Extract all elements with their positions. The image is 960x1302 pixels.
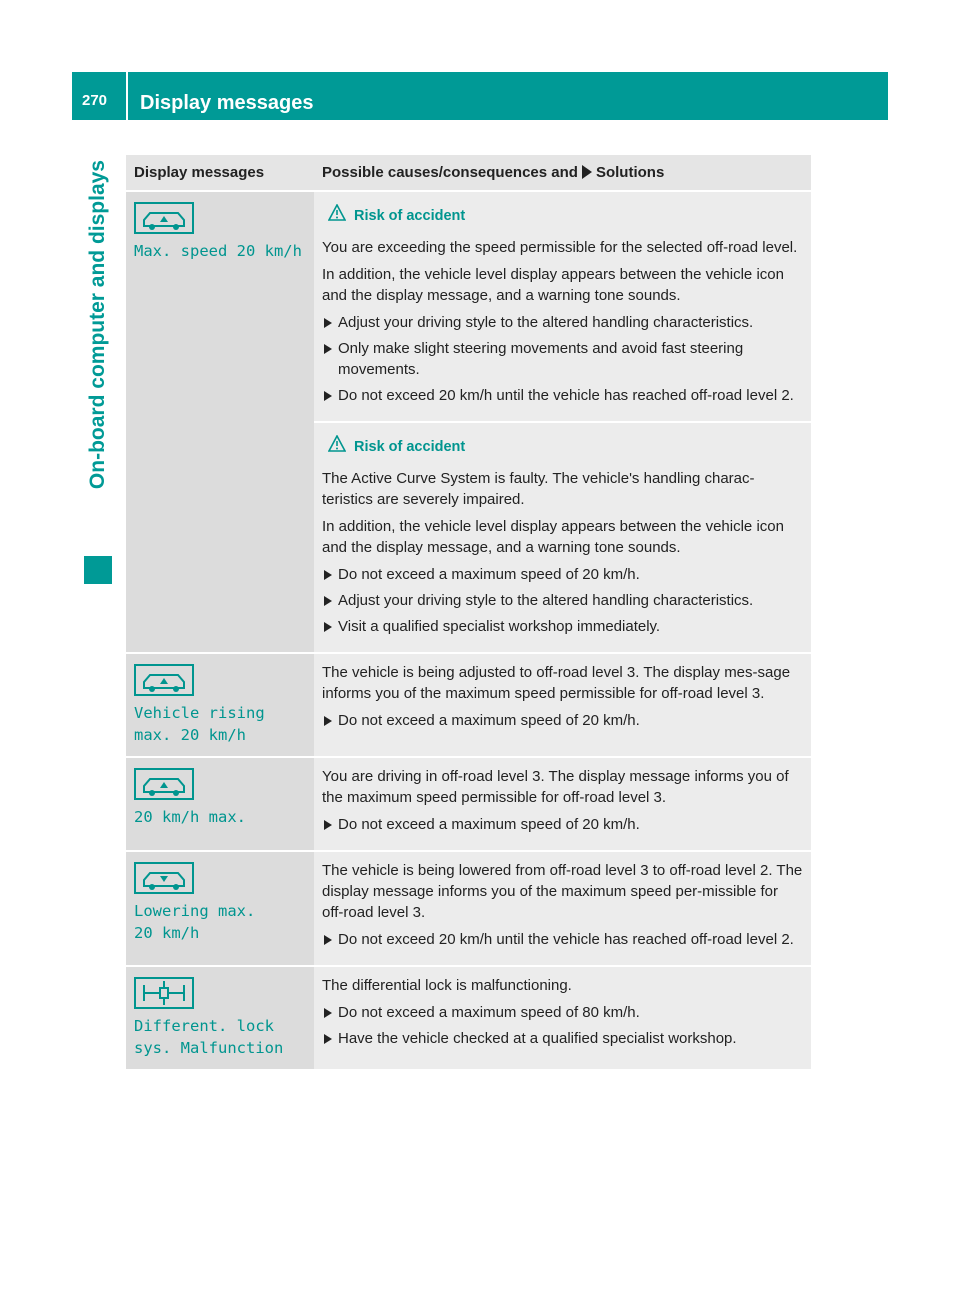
message-cell [126, 757, 314, 851]
column-header-messages: Display messages [126, 155, 314, 191]
table-row [126, 966, 811, 1070]
message-cell [126, 966, 314, 1070]
cause-paragraph: In addition, the vehicle level display appears between the vehicle icon and the display message, and a warning tone sounds. [322, 518, 784, 557]
vehicle-level-raise-icon [134, 768, 194, 800]
chapter-marker [84, 556, 112, 584]
display-message-text: Different. lock sys. Malfunction [134, 1017, 284, 1058]
risk-heading [354, 206, 803, 227]
table-row [126, 653, 811, 757]
solution-step: Adjust your driving style to the altered handling characteristics. [322, 590, 803, 611]
chapter-label: On-board computer and displays [86, 160, 109, 490]
cause-paragraph: You are exceeding the speed permissible for the selected off-road level. [322, 239, 798, 257]
solution-cell [314, 191, 811, 422]
chapter-tab [84, 160, 112, 540]
cause-paragraph: The differential lock is malfunctioning. [322, 977, 572, 995]
solution-cell [314, 422, 811, 653]
display-messages-table [126, 155, 811, 1071]
vehicle-level-lower-icon [134, 862, 194, 894]
table-body [126, 191, 811, 1070]
column-header-prefix: Possible causes/consequences and [322, 164, 578, 181]
solution-cell [314, 851, 811, 966]
risk-label: Risk of accident [354, 439, 466, 456]
table-header-row [126, 155, 811, 191]
display-message-text: 20 km/h max. [134, 808, 246, 827]
solution-step: Adjust your driving style to the altered handling characteristics. [322, 312, 803, 333]
message-cell [126, 653, 314, 757]
cause-paragraph: The vehicle is being lowered from off-road level 3 to off-road level 2. The display message informs you of the maximum speed per-missible for off-road level 3. [322, 862, 803, 922]
table-row [126, 851, 811, 966]
solution-step: Visit a qualified specialist workshop immediately. [322, 616, 803, 637]
page-number: 270 [82, 92, 108, 109]
cause-paragraph: The vehicle is being adjusted to off-road level 3. The display mes-sage informs you of the maximum speed permissible for off-road level 3. [322, 664, 791, 703]
page-title: Display messages [140, 92, 314, 114]
display-message-text: Max. speed 20 km/h [134, 242, 302, 261]
header-divider [126, 72, 128, 120]
cause-paragraph: The Active Curve System is faulty. The vehicle's handling charac-teristics are severely impaired. [322, 470, 755, 509]
vehicle-level-raise-icon [134, 202, 194, 234]
solution-cell [314, 757, 811, 851]
differential-lock-icon [134, 977, 194, 1009]
display-message-text: Lowering max. 20 km/h [134, 902, 256, 943]
message-cell [126, 191, 314, 653]
solution-cell [314, 966, 811, 1070]
solution-step: Do not exceed a maximum speed of 20 km/h. [322, 710, 803, 731]
column-header-suffix: Solutions [595, 164, 665, 181]
warning-triangle-icon [328, 435, 346, 453]
cause-paragraph: In addition, the vehicle level display appears between the vehicle icon and the display message, and a warning tone sounds. [322, 266, 784, 305]
arrow-icon [582, 165, 592, 179]
page-header [72, 72, 888, 120]
solution-step: Do not exceed a maximum speed of 80 km/h. [322, 1002, 803, 1023]
message-cell [126, 851, 314, 966]
column-header-solutions [314, 155, 811, 191]
solution-step: Do not exceed 20 km/h until the vehicle has reached off-road level 2. [322, 385, 803, 406]
table-row [126, 757, 811, 851]
risk-label: Risk of accident [354, 208, 466, 225]
solution-cell [314, 653, 811, 757]
solution-step: Only make slight steering movements and avoid fast steering movements. [322, 338, 803, 380]
risk-heading [354, 437, 803, 458]
display-message-text: Vehicle rising max. 20 km/h [134, 704, 265, 745]
warning-triangle-icon [328, 204, 346, 222]
table-row [126, 191, 811, 422]
cause-paragraph: You are driving in off-road level 3. The display message informs you of the maximum speed permissible for off-road level 3. [322, 768, 789, 807]
solution-step: Do not exceed a maximum speed of 20 km/h. [322, 814, 803, 835]
solution-step: Do not exceed 20 km/h until the vehicle has reached off-road level 2. [322, 929, 803, 950]
solution-step: Have the vehicle checked at a qualified specialist workshop. [322, 1028, 803, 1049]
vehicle-level-raise-icon [134, 664, 194, 696]
solution-step: Do not exceed a maximum speed of 20 km/h. [322, 564, 803, 585]
